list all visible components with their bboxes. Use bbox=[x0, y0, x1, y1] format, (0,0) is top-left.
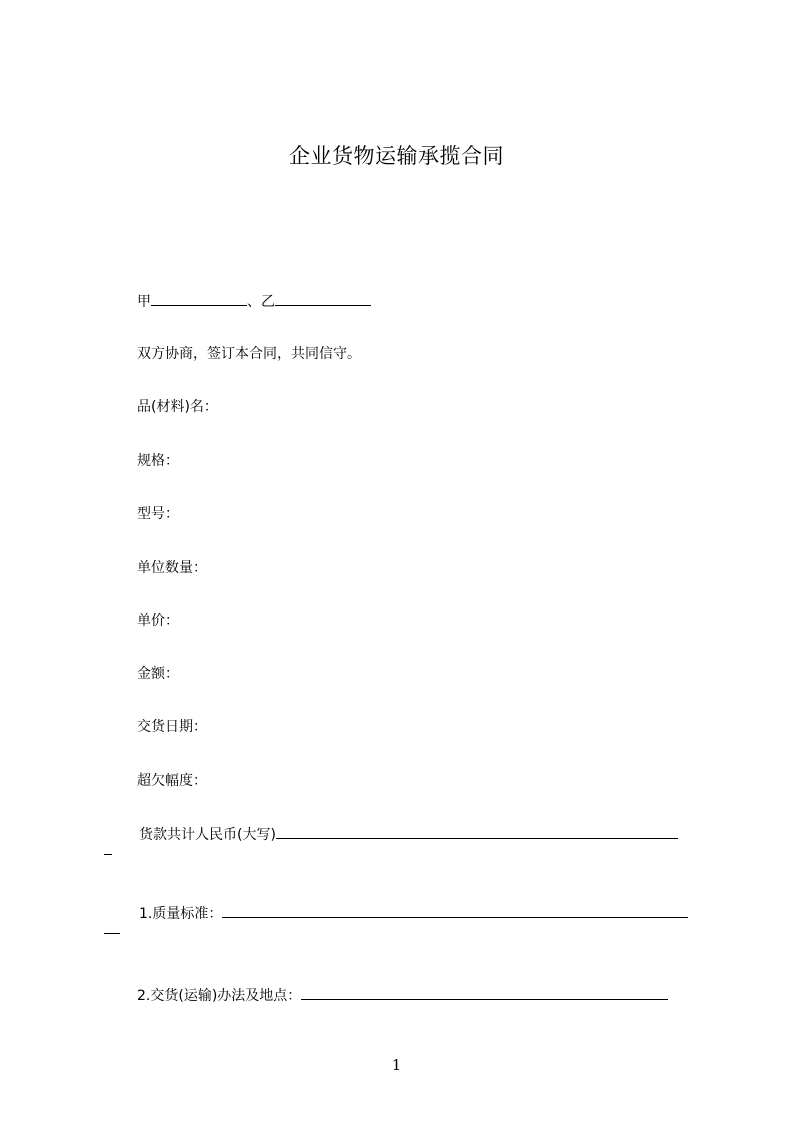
payment-total-label: 货款共计人民币(大写) bbox=[139, 827, 276, 843]
clause-delivery-method-blank bbox=[301, 984, 668, 1000]
clause-delivery-method bbox=[137, 984, 668, 1007]
party-a-label: 甲 bbox=[137, 294, 151, 310]
field-unit-price: 单价： bbox=[137, 613, 179, 629]
page-number: 1 bbox=[391, 1056, 402, 1074]
intro-text: 双方协商，签订本合同，共同信守。 bbox=[137, 346, 361, 362]
party-b-blank bbox=[275, 290, 371, 306]
clause-quality-standard-blank-continued bbox=[104, 932, 120, 934]
field-model: 型号： bbox=[137, 506, 179, 522]
field-specification: 规格： bbox=[137, 453, 179, 469]
payment-total-blank-continued bbox=[104, 853, 112, 855]
field-over-short-margin: 超欠幅度： bbox=[137, 773, 207, 789]
clause-quality-standard-label: 1.质量标准： bbox=[139, 906, 223, 922]
document-title: 企业货物运输承揽合同 bbox=[289, 144, 504, 168]
clause-quality-standard bbox=[139, 902, 688, 925]
payment-total-line bbox=[139, 823, 678, 846]
field-delivery-date: 交货日期： bbox=[137, 719, 207, 735]
parties-line bbox=[137, 290, 371, 313]
field-unit-quantity: 单位数量： bbox=[137, 560, 207, 576]
payment-total-blank bbox=[276, 823, 678, 839]
party-a-blank bbox=[151, 290, 247, 306]
field-amount: 金额： bbox=[137, 666, 179, 682]
party-b-label: 、乙 bbox=[247, 294, 275, 310]
clause-quality-standard-blank bbox=[222, 902, 688, 918]
clause-delivery-method-label: 2.交货(运输)办法及地点： bbox=[137, 988, 302, 1004]
field-product-name: 品(材料)名： bbox=[137, 399, 218, 415]
